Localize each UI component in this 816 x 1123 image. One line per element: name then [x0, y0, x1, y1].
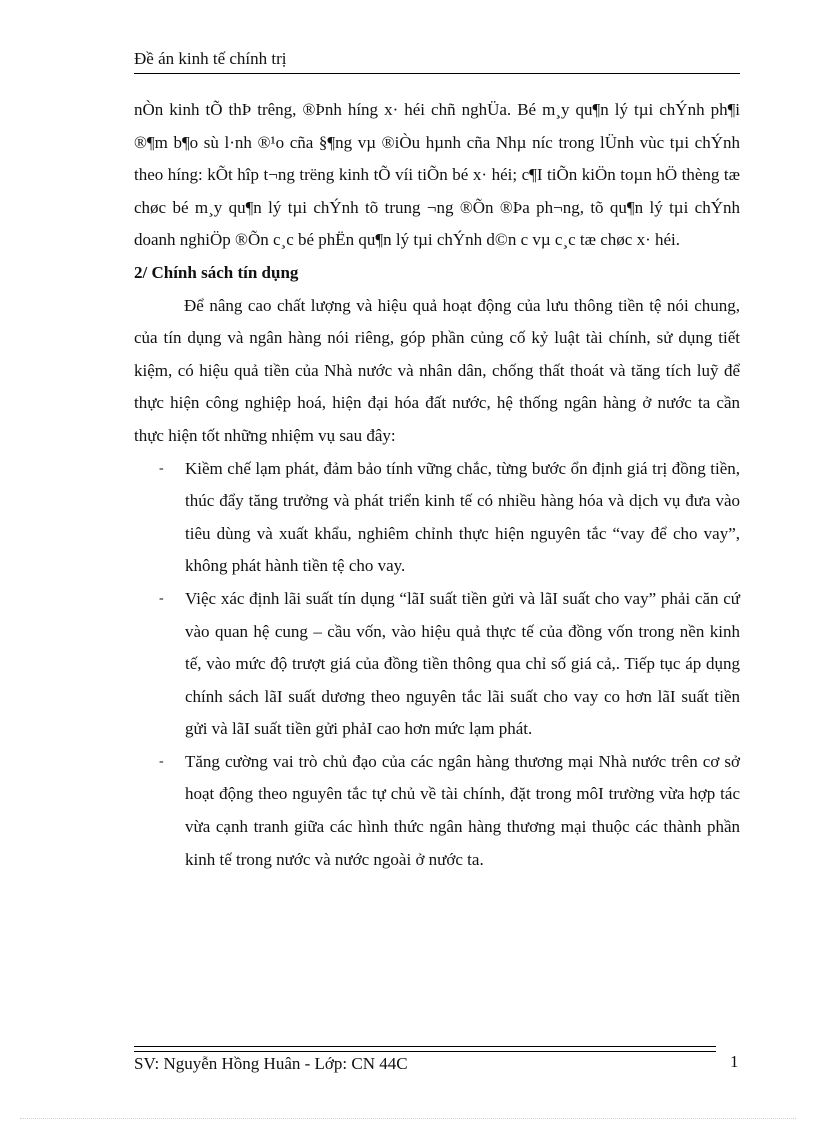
list-item — [134, 746, 740, 876]
list-item — [134, 453, 740, 583]
list-item-text: Kiềm chế lạm phát, đảm bảo tính vững chắc, từng bước ổn định giá trị đồng tiền, thúc đẩy tăng trưởng và phát triển kinh tế có nhiều hàng hóa và dịch vụ đưa vào tiêu dùng và xuất khẩu, nghiêm chỉnh thực hiện nguyên tắc “vay để cho vay”, không phát hành tiền tệ cho vay. — [185, 458, 740, 576]
section-intro-paragraph: Để nâng cao chất lượng và hiệu quả hoạt động của lưu thông tiền tệ nói chung, của tín dụng và ngân hàng nói riêng, góp phần củng cố kỷ luật tài chính, sử dụng tiết kiệm, có hiệu quả tiền của Nhà nước và nhân dân, chống thất thoát và tăng tích luỹ để thực hiện công nghiệp hoá, hiện đại hóa đất nước, hệ thống ngân hàng ở nước ta cần thực hiện tốt những nhiệm vụ sau đây: — [134, 295, 740, 445]
page-header — [134, 48, 740, 74]
bullet-marker: - — [159, 460, 164, 476]
intro-line: nÒn kinh tÕ thÞ trêng, ®Þnh híng x· héi chñ nghÜa. Bé m¸y qu¶n lý tµi — [134, 100, 654, 119]
intro-line: chÝnh ph¶i ®¶m b¶o sù l·nh ®¹o cña §¶ng vµ ®iÒu hµnh cña Nhµ níc trong — [134, 100, 741, 152]
list-item — [134, 583, 740, 746]
bullet-marker: - — [159, 590, 164, 606]
header-title: Đề án kinh tế chính trị — [134, 49, 287, 68]
intro-line: lÜnh vùc tµi chÝnh theo híng: kÕt hîp t¬ng trëng kinh tÕ víi tiÕn bé x· héi; — [134, 132, 740, 185]
section-heading: 2/ Chính sách tín dụng — [134, 262, 299, 282]
intro-line: ®Õn ®Þa ph¬ng, tõ qu¶n lý tµi chÝnh doanh nghiÖp ®Õn c¸c bé phËn qu¶n — [134, 197, 740, 250]
intro-paragraph — [134, 94, 740, 257]
page-edge-divider — [20, 1118, 796, 1119]
intro-line: lý tµi chÝnh d©n c vµ c¸c tæ chøc x· héi. — [395, 230, 681, 250]
footer-author: SV: Nguyễn Hồng Huân - Lớp: CN 44C — [134, 1054, 408, 1073]
page-body — [134, 94, 740, 876]
footer-divider — [134, 1046, 716, 1052]
list-item-text: Tăng cường vai trò chủ đạo của các ngân hàng thương mại Nhà nước trên cơ sở hoạt động theo nguyên tắc tự chủ về tài chính, đặt trong môI trường vừa hợp tác vừa cạnh tranh giữa các hình thức ngân hàng thương mại thuộc các thành phần kinh tế trong nước và nước ngoài ở nước ta. — [185, 751, 740, 869]
intro-line: c¶I tiÕn kiÖn toµn hÖ thèng tæ chøc bé m¸y qu¶n lý tµi chÝnh tõ trung ¬ng — [134, 165, 740, 217]
bullet-marker: - — [159, 753, 164, 769]
list-item-text: Việc xác định lãi suất tín dụng “lãI suất tiền gửi và lãI suất cho vay” phải căn cứ vào quan hệ cung – cầu vốn, vào hiệu quả thực tế của đồng vốn trong nền kinh tế, vào mức độ trượt giá của đồng tiền thông qua chỉ số giá cả,. Tiếp tục áp dụng chính sách lãI suất dương theo nguyên tắc lãi suất cho vay co hơn lãI suất tiền gửi và lãI suất tiền gửi phảI cao hơn mức lạm phát. — [185, 588, 740, 739]
task-list — [134, 453, 740, 877]
page-number: 1 — [730, 1052, 739, 1071]
